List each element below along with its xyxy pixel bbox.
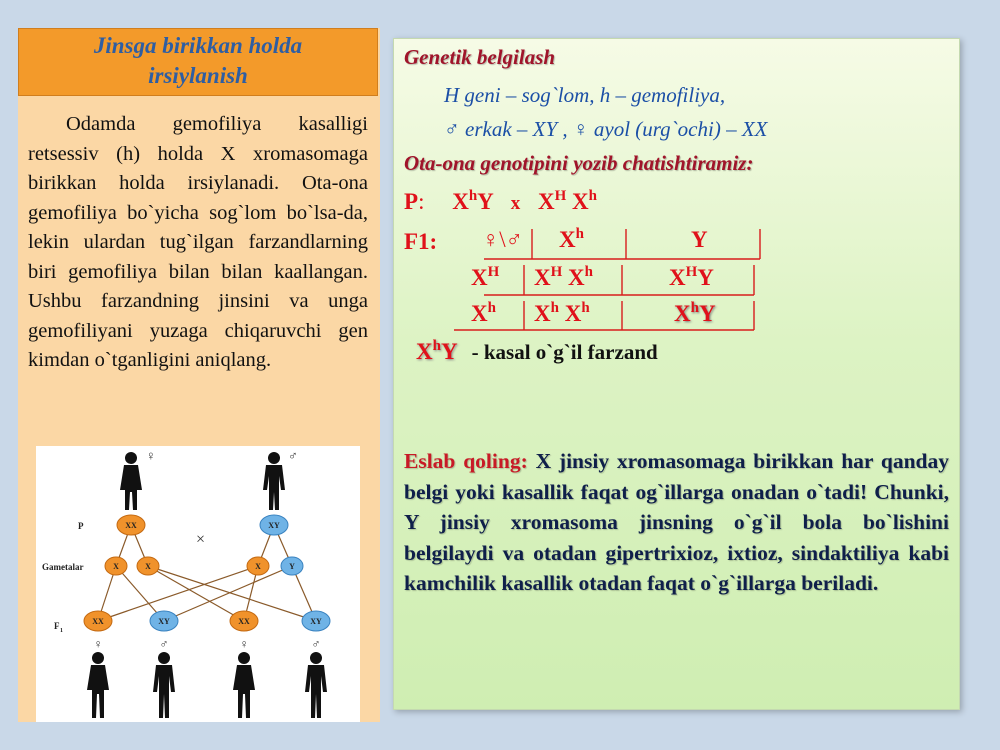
f1-symbol-3: ♀	[239, 637, 249, 651]
cross-x: x	[510, 193, 521, 214]
gamete-3: X	[255, 562, 261, 571]
cell-x: X	[564, 301, 582, 326]
male-symbol-p: ♂	[288, 448, 298, 463]
punnett-col-1-x: X	[559, 227, 576, 252]
p-father-x1-allele: H	[554, 188, 567, 204]
punnett-row-2-x: X	[471, 301, 488, 326]
cell-y: Y	[698, 301, 716, 326]
f1-child-3: XX	[238, 617, 250, 626]
female-silhouette-f1-1	[87, 652, 109, 718]
label-p: P	[78, 521, 84, 531]
punnett-row-2-allele: h	[487, 300, 496, 316]
punnett-cell-r2c1	[534, 301, 590, 327]
problem-text: Odamda gemofiliya kasalligi retsessiv (h) holda X xromasomaga birikkan holda irsiylanadi. Ota-ona gemofiliya bo`yicha sog`lom bo`lsa-da, lekin ulardan tug`ilgan farzandlarning biri gemofiliya bilan bilan kaallangan. Ushbu farzandning jinsini va unga gemofiliyani yuzaga chiqaruvchi gen kimdan o`tganligini aniqlang.	[28, 113, 368, 371]
solution-panel	[393, 38, 960, 710]
cell-x: X	[534, 301, 551, 326]
result-line	[416, 339, 658, 365]
punnett-col-1	[559, 227, 584, 253]
male-silhouette	[263, 452, 285, 510]
label-f1: F	[54, 621, 60, 631]
cell-y: Y	[697, 265, 714, 290]
f1-symbol-4: ♂	[311, 637, 321, 651]
male-silhouette-f1-2	[153, 652, 175, 718]
punnett-row-1-allele: H	[487, 264, 500, 280]
label-gametes: Gametalar	[42, 562, 84, 572]
cell-x: X	[534, 265, 551, 290]
cross-sign: ×	[196, 531, 206, 548]
punnett-row-1	[471, 265, 499, 291]
f1-symbol-1: ♀	[93, 637, 103, 651]
female-silhouette-f1-3	[233, 652, 255, 718]
gamete-4: Y	[289, 562, 295, 571]
p-mother-y: Y	[477, 189, 493, 214]
cell-x: X	[674, 301, 691, 326]
punnett-row-1-x: X	[471, 265, 488, 290]
reminder-text: X jinsiy xromasomaga birikkan har qanday belgi yoki kasallik faqat og`illarga onadan o`tadi! Chunki, Y jinsiy xromasoma jinsning o`g`il bola bo`lishini belgilaydi va otadan gipertrixioz, ixtioz, sindaktiliya kabi kamchilik kasallik otadan faqat o`g`illarga beriladi.	[404, 449, 949, 595]
gene-notation-line: H geni – sog`lom, h – gemofiliya,	[444, 83, 726, 107]
problem-panel	[18, 28, 380, 722]
heading-genetic-notation: Genetik belgilash	[404, 45, 556, 69]
heading-cross-instructions: Ota-ona genotipini yozib chatishtiramiz:	[404, 151, 754, 175]
reminder-lead: Eslab qoling:	[404, 449, 528, 473]
label-f1-sub: 1	[60, 628, 63, 634]
panel-title	[18, 28, 378, 96]
result-y: Y	[440, 339, 458, 364]
p-colon: :	[418, 189, 425, 214]
cell-allele: H	[685, 264, 698, 280]
inheritance-diagram	[36, 446, 360, 722]
sex-notation-line: ♂ erkak – XY , ♀ ayol (urg`ochi) – XX	[444, 117, 768, 141]
result-allele: h	[432, 338, 441, 354]
punnett-row-2	[471, 301, 496, 327]
f1-child-4: XY	[310, 617, 322, 626]
f1-child-2: XY	[158, 617, 170, 626]
p-father-x1: X	[537, 189, 555, 214]
title-line-2: irsiylanish	[148, 63, 248, 88]
result-x: X	[416, 339, 433, 364]
f1-symbol-2: ♂	[159, 637, 169, 651]
p-father-genotype: XY	[268, 521, 280, 530]
cell-allele: H	[550, 264, 563, 280]
f1-label: F1:	[404, 229, 438, 254]
punnett-cell-r1c2	[669, 265, 714, 291]
cell-allele: h	[690, 300, 699, 316]
punnett-cell-r2c2	[674, 301, 716, 327]
cell-allele: h	[550, 300, 559, 316]
gamete-1: X	[113, 562, 119, 571]
parents-line	[404, 189, 597, 215]
cell-allele: h	[584, 264, 594, 280]
female-silhouette	[120, 452, 142, 510]
result-text: - kasal o`g`il farzand	[471, 340, 658, 364]
p-father-x2-allele: h	[588, 188, 597, 204]
reminder-note	[404, 446, 949, 599]
punnett-header: ♀\♂	[482, 227, 523, 252]
cell-x: X	[568, 265, 585, 290]
p-mother-genotype: XX	[125, 521, 137, 530]
female-symbol-p: ♀	[146, 448, 156, 463]
result-genotype	[416, 339, 458, 364]
gamete-2: X	[145, 562, 151, 571]
cell-x: X	[669, 265, 686, 290]
cell-allele: h	[581, 300, 590, 316]
punnett-col-2: Y	[691, 227, 708, 252]
punnett-cell-r1c1	[534, 265, 593, 291]
p-mother-x: X	[452, 189, 469, 214]
punnett-col-1-allele: h	[575, 226, 584, 242]
inheritance-diagram-svg	[36, 446, 360, 722]
male-silhouette-f1-4	[305, 652, 327, 718]
p-father-x2: X	[571, 189, 589, 214]
f1-child-1: XX	[92, 617, 104, 626]
title-line-1: Jinsga birikkan holda	[93, 33, 303, 58]
p-label: P	[404, 189, 419, 214]
p-mother-x-allele: h	[468, 188, 478, 204]
